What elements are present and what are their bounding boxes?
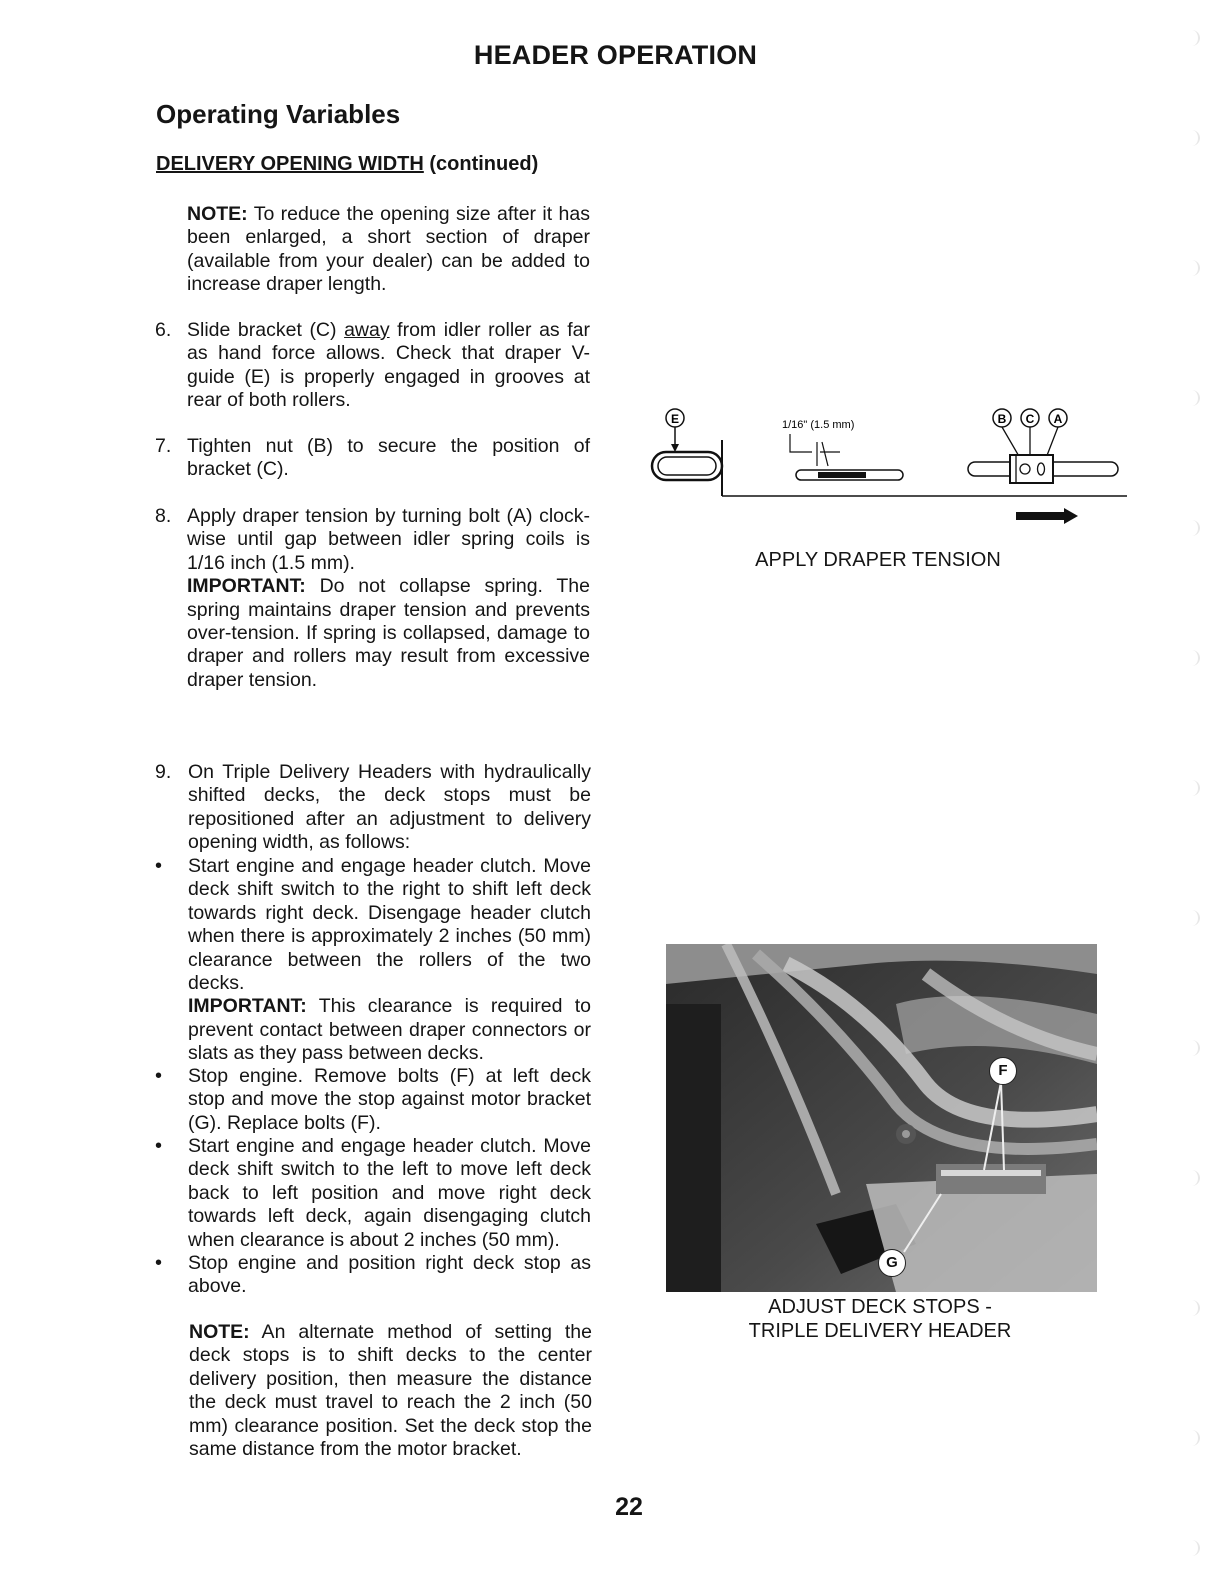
idler-roller [652,440,722,496]
idler-spring [796,470,903,480]
figure-caption [700,1295,1060,1343]
step-6-text-underlined: away [344,319,390,341]
step-number: 9. [155,761,172,783]
deck-stops-photo [666,944,1097,1292]
callout-c-marker [1021,409,1039,456]
note-paragraph [187,203,590,297]
figure-caption-line-1: ADJUST DECK STOPS - [768,1296,992,1318]
gap-dimension-label: 1/16" (1.5 mm) [782,419,855,431]
callout-a-marker [1046,409,1067,458]
tension-direction-arrow [1016,508,1078,524]
step-8-text-main: Apply draper tension by turning bolt (A) clock-wise until gap between idler spring coils is 1/16 inch (1.5 mm). [187,505,590,574]
note-text: To reduce the opening size after it has been enlarged, a short section of draper (available from your dealer) can be added to increase draper length. [187,203,590,296]
important-label: IMPORTANT: [188,995,307,1018]
callout-c-label: C [1025,412,1035,426]
callout-b-label: B [997,412,1007,426]
step-6-text-pre: Slide bracket (C) [187,319,345,341]
subsection-heading-suffix: (continued) [423,153,539,175]
deck-stops-photo-illustration [666,944,1097,1292]
callout-g-marker [878,1249,906,1277]
step-number: 6. [155,319,172,341]
callout-a-label: A [1053,412,1063,426]
bullet-4-text: Stop engine and position right deck stop as above. [188,1252,591,1298]
step-number: 8. [155,505,172,527]
bullet-symbol: • [155,1252,163,1274]
important-label: IMPORTANT: [187,575,306,598]
step-6-text [187,319,590,413]
step-9-text: On Triple Delivery Headers with hydraulically shifted decks, the deck stops must be repositioned after an adjustment to delivery opening width, as follows: [188,761,591,854]
step-7-text: Tighten nut (B) to secure the position of bracket (C). [187,435,590,481]
callout-f-marker [989,1057,1017,1085]
spring-gap-indicator [790,434,840,466]
figure-caption: APPLY DRAPER TENSION [755,549,1001,571]
important-text: This clearance is required to prevent contact between draper connectors or slats as they pass between decks. [188,995,591,1065]
bullet-symbol: • [155,1135,163,1157]
bullet-symbol: • [155,1065,163,1087]
callout-e-label: E [670,412,680,426]
section-title: Operating Variables [156,99,401,129]
bullet-3-text: Start engine and engage header clutch. Move deck shift switch to the left to move left deck back to left position and move right deck towards left deck, again disengaging clutch when clearance is about 2 inches (50 mm). [188,1135,591,1251]
note-label: NOTE: [187,203,248,225]
figure-caption-line-2: TRIPLE DELIVERY HEADER [748,1320,1012,1342]
step-6-text-post: from idler roller as far as hand force allows. Check that draper V-guide (E) is properly engaged in grooves at rear of both rollers. [187,319,590,412]
page-number: 22 [615,1493,643,1521]
subsection-heading [156,153,538,176]
note-text: An alternate method of setting the deck stops is to shift decks to the center delivery position, then measure the distance the deck must travel to reach the 2 inch (50 mm) clearance position. Set the deck stop the same distance from the motor bracket. [189,1321,592,1461]
bullet-2-text: Stop engine. Remove bolts (F) at left deck stop and move the stop against motor bracket (G). Replace bolts (F). [188,1065,591,1134]
step-number: 7. [155,435,172,457]
bullet-1-text-main: Start engine and engage header clutch. Move deck shift switch to the right to shift left deck towards right deck. Disengage header clutch when there is approximately 2 inches (50 mm) clearance between the rollers of the two decks. [188,855,591,995]
bullet-symbol: • [155,855,163,877]
important-text: Do not collapse spring. The spring maintains draper tension and prevents over-tension. If spring is collapsed, damage to draper and rollers may result from excessive draper tension. [187,575,590,691]
draper-tension-diagram [640,400,1140,540]
note-label: NOTE: [189,1321,250,1343]
step-8-text [187,505,590,692]
callout-e-marker [666,409,684,452]
callout-g-label: G [886,1254,898,1271]
page-title: HEADER OPERATION [473,40,758,70]
tension-bracket [968,455,1118,483]
subsection-heading-underlined: DELIVERY OPENING WIDTH [156,153,424,175]
callout-b-marker [993,409,1020,458]
bullet-1-text [188,855,591,1066]
callout-f-label: F [998,1062,1008,1079]
note-paragraph [189,1321,592,1461]
